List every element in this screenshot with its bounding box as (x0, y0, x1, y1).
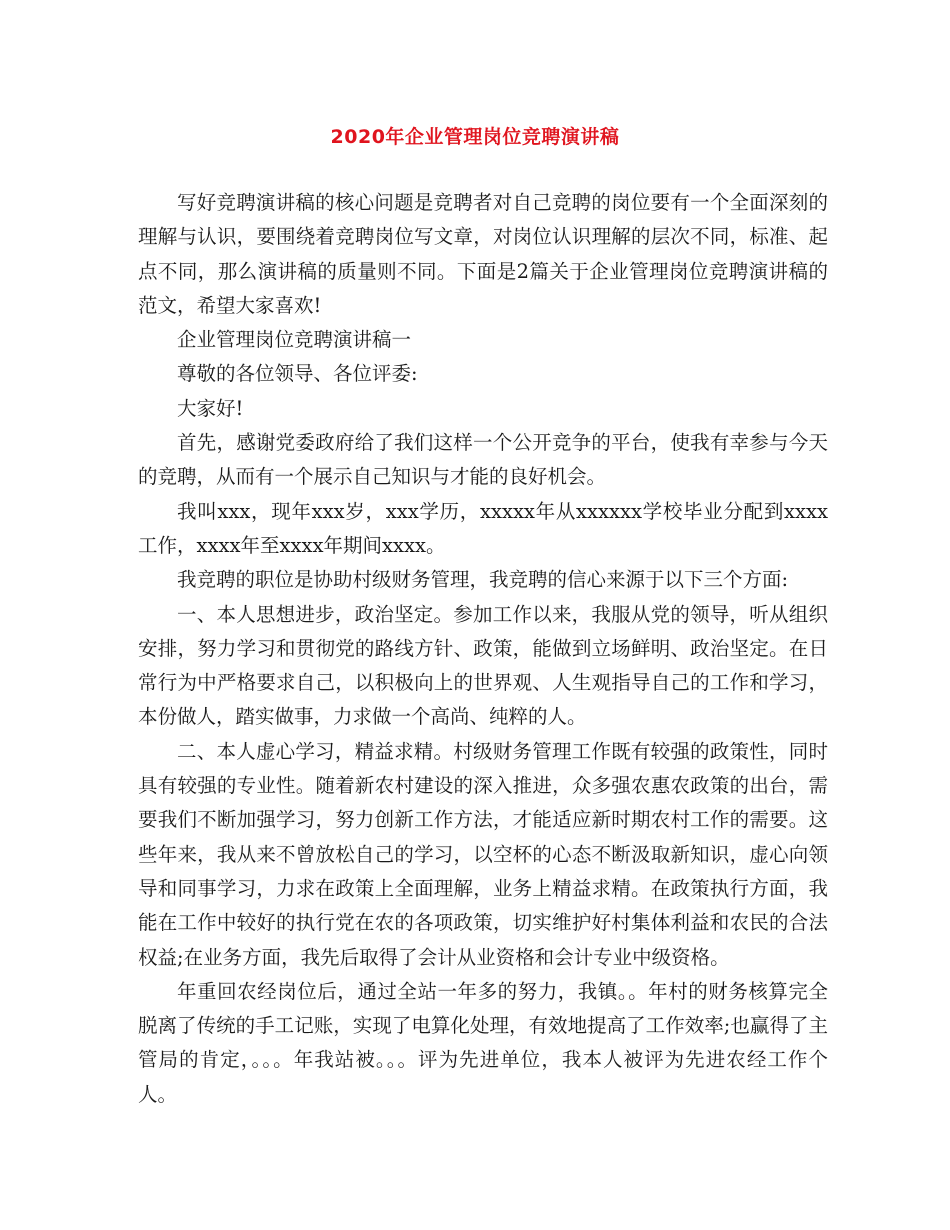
document-body (138, 186, 828, 1112)
paragraph-greeting: 大家好! (177, 396, 244, 420)
paragraph-point-two: 二、本人虚心学习，精益求精。村级财务管理工作既有较强的政策性，同时具有较强的专业性。随着新农村建设的深入推进，众多强农惠农政策的出台，需要我们不断加强学习，努力创新工作方法，才能适应新时期农村工作的需要。这些年来，我从来不曾放松自己的学习，以空杯的心态不断汲取新知识，虚心向领导和同事学习，力求在政策上全面理解，业务上精益求精。在政策执行方面，我能在工作中较好的执行党在农的各项政策，切实维护好村集体利益和农民的合法权益;在业务方面，我先后取得了会计从业资格和会计专业中级资格。 (138, 739, 828, 969)
paragraph-thanks: 首先，感谢党委政府给了我们这样一个公开竞争的平台，使我有幸参与今天的竞聘，从而有一个展示自己知识与才能的良好机会。 (138, 431, 828, 489)
paragraph-section-heading: 企业管理岗位竞聘演讲稿一 (177, 328, 412, 352)
paragraph-achievements: 年重回农经岗位后，通过全站一年多的努力，我镇。。年村的财务核算完全脱离了传统的手工记账，实现了电算化处理，有效地提高了工作效率;也赢得了主管局的肯定，。。。年我站被。。。评为先进单位，我本人被评为先进农经工作个人。 (138, 979, 828, 1106)
paragraph-salutation: 尊敬的各位领导、各位评委: (177, 362, 418, 386)
paragraph-intro: 写好竞聘演讲稿的核心问题是竞聘者对自己竞聘的岗位要有一个全面深刻的理解与认识，要围绕着竞聘岗位写文章，对岗位认识理解的层次不同，标准、起点不同，那么演讲稿的质量则不同。下面是2篇关于企业管理岗位竞聘演讲稿的范文，希望大家喜欢! (138, 191, 828, 317)
paragraph-point-one: 一、本人思想进步，政治坚定。参加工作以来，我服从党的领导，听从组织安排，努力学习和贯彻党的路线方针、政策，能做到立场鲜明、政治坚定。在日常行为中严格要求自己，以积极向上的世界观、人生观指导自己的工作和学习，本份做人，踏实做事，力求做一个高尚、纯粹的人。 (138, 602, 828, 729)
paragraph-self-intro: 我叫xxx，现年xxx岁，xxx学历，xxxxx年从xxxxxx学校毕业分配到xxxx工作，xxxx年至xxxx年期间xxxx。 (138, 499, 828, 557)
document-title: 2020年企业管理岗位竞聘演讲稿 (330, 126, 620, 148)
paragraph-position: 我竞聘的职位是协助村级财务管理，我竞聘的信心来源于以下三个方面: (177, 568, 789, 592)
